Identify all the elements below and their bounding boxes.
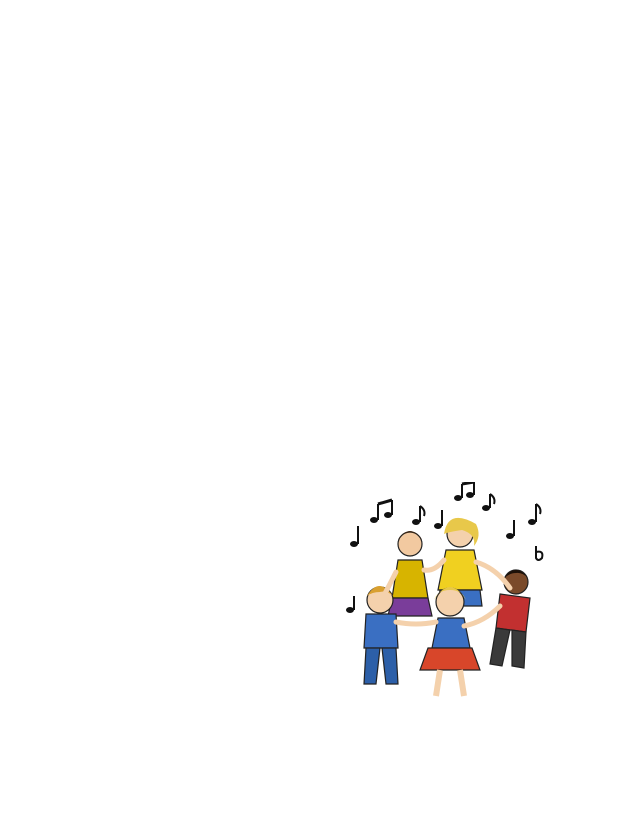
top-border bbox=[0, 8, 638, 30]
music-note-icon bbox=[528, 504, 541, 525]
right-border bbox=[594, 22, 616, 790]
left-border bbox=[22, 22, 44, 790]
music-note-icon bbox=[482, 494, 495, 511]
music-note-icon bbox=[536, 546, 542, 560]
document-body bbox=[59, 97, 584, 113]
children-dancing-illustration bbox=[340, 482, 555, 702]
music-note-icon bbox=[434, 510, 442, 529]
bottom-border bbox=[0, 790, 638, 812]
music-note-icon bbox=[454, 482, 474, 501]
music-note-icon bbox=[346, 596, 354, 613]
music-note-icon bbox=[412, 506, 425, 525]
music-note-icon bbox=[506, 520, 514, 539]
music-note-icon bbox=[370, 500, 392, 523]
music-note-icon bbox=[350, 526, 358, 547]
